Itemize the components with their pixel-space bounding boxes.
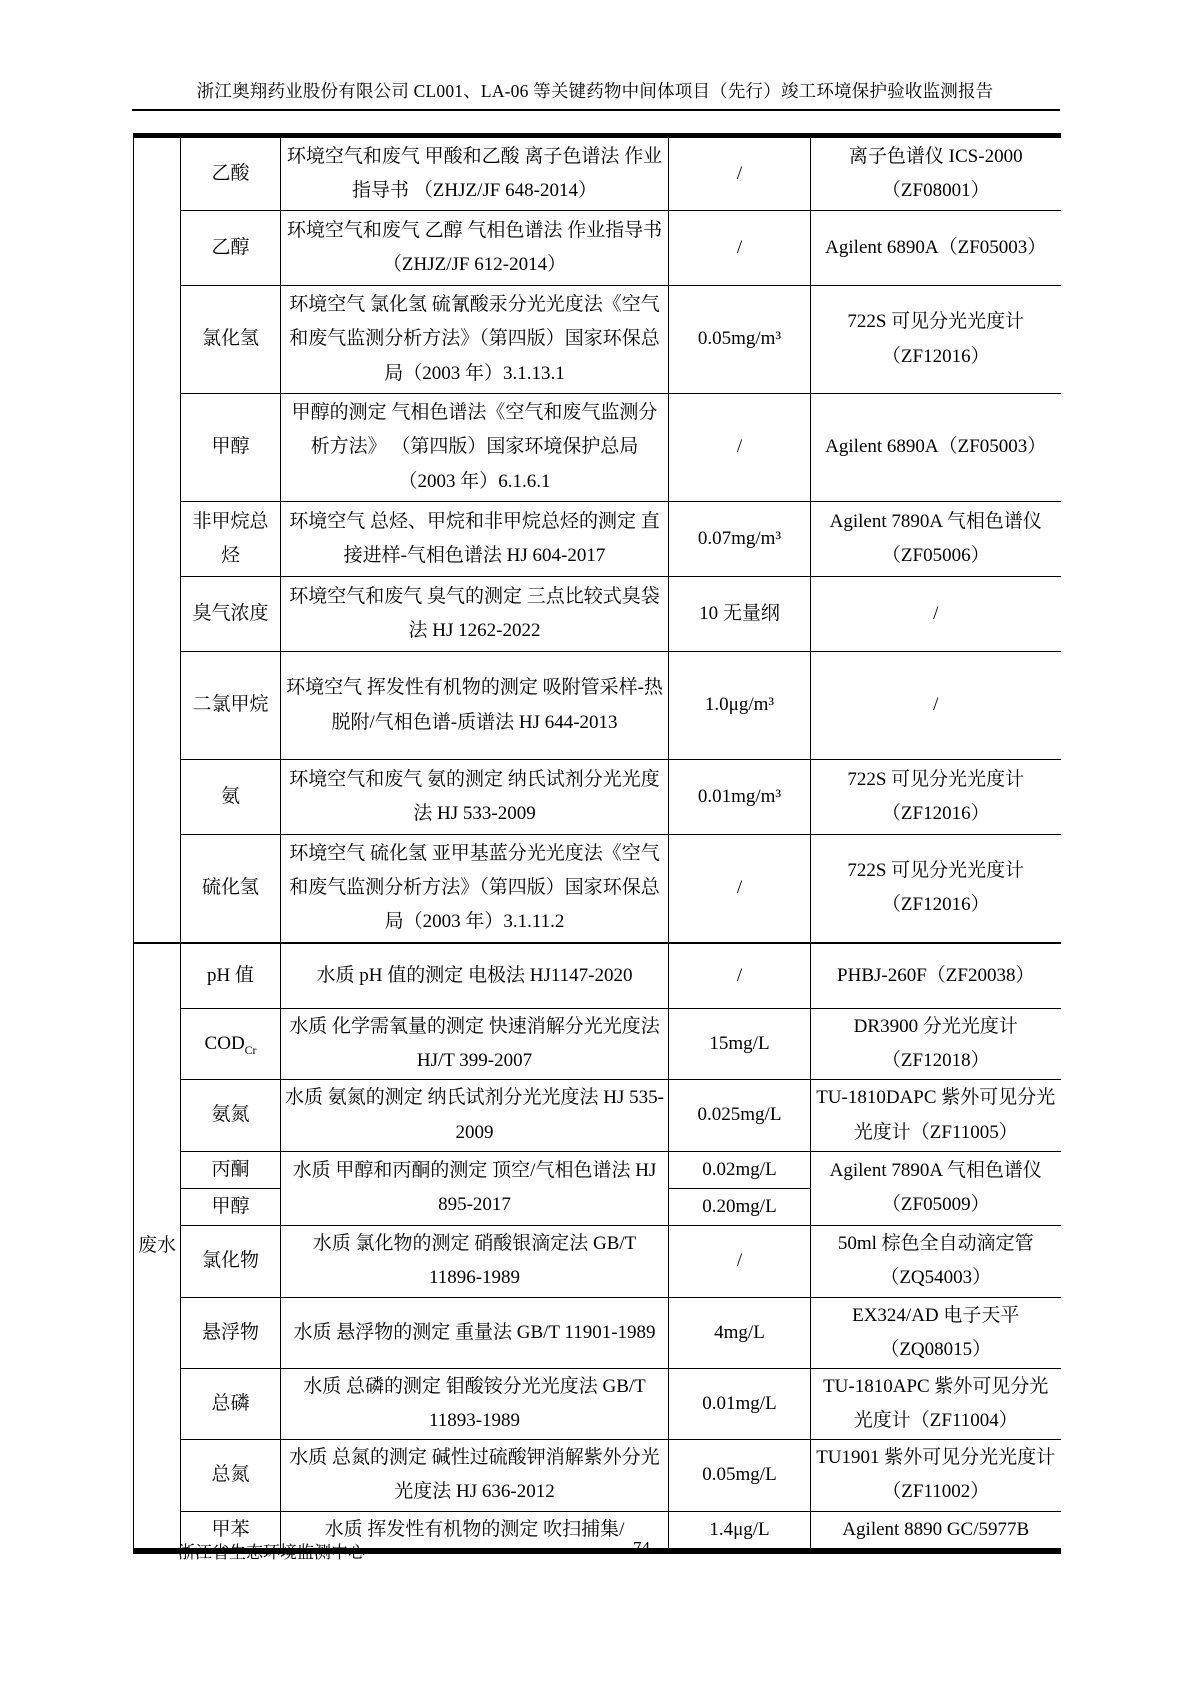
detection-limit-cell: / (669, 1226, 811, 1297)
instrument-cell: Agilent 8890 GC/5977B (811, 1511, 1061, 1551)
table-row (134, 835, 1061, 943)
footer-organization: 浙江省生态环境监测中心 (178, 1543, 365, 1562)
method-cell: 水质 悬浮物的测定 重量法 GB/T 11901-1989 (281, 1297, 669, 1368)
parameter-cell: 硫化氢 (181, 835, 281, 943)
detection-limit-cell: 1.4μg/L (669, 1511, 811, 1551)
parameter-cell: 总氮 (181, 1440, 281, 1511)
table-row (134, 1009, 1061, 1080)
table-row (134, 943, 1061, 1009)
methods-table-body (134, 136, 1061, 1551)
detection-limit-cell: 10 无量纲 (669, 577, 811, 652)
instrument-cell: Agilent 6890A（ZF05003） (811, 394, 1061, 502)
parameter-cell: 非甲烷总烃 (181, 502, 281, 577)
instrument-cell: EX324/AD 电子天平（ZQ08015） (811, 1297, 1061, 1368)
parameter-cell: 氯化物 (181, 1226, 281, 1297)
table-row (134, 652, 1061, 760)
method-cell: 水质 氨氮的测定 纳氏试剂分光光度法 HJ 535-2009 (281, 1080, 669, 1151)
table-row (134, 1080, 1061, 1151)
method-cell: 环境空气 硫化氢 亚甲基蓝分光光度法《空气和废气监测分析方法》（第四版）国家环保总局（2003 年）3.1.11.2 (281, 835, 669, 943)
table-row (134, 1440, 1061, 1511)
parameter-cell: 甲醇 (181, 1188, 281, 1225)
method-cell: 水质 甲醇和丙酮的测定 顶空/气相色谱法 HJ 895-2017 (281, 1151, 669, 1225)
method-cell: 环境空气 氯化氢 硫氰酸汞分光光度法《空气和废气监测分析方法》（第四版）国家环保总局（2003 年）3.1.13.1 (281, 286, 669, 394)
footer-page-number: 74 (633, 1538, 650, 1557)
table-row (134, 394, 1061, 502)
table-row (134, 1226, 1061, 1297)
instrument-cell: 722S 可见分光光度计（ZF12016） (811, 835, 1061, 943)
method-cell: 环境空气和废气 乙醇 气相色谱法 作业指导书（ZHJZ/JF 612-2014） (281, 211, 669, 286)
method-cell: 水质 挥发性有机物的测定 吹扫捕集/ (281, 1511, 669, 1551)
section-label: 废水 (134, 943, 181, 1551)
instrument-cell: Agilent 7890A 气相色谱仪（ZF05009） (811, 1151, 1061, 1225)
method-cell: 甲醇的测定 气相色谱法《空气和废气监测分析方法》 （第四版）国家环境保护总局（2003 年）6.1.6.1 (281, 394, 669, 502)
parameter-cell: 乙醇 (181, 211, 281, 286)
table-row (134, 760, 1061, 835)
parameter-cell: 丙酮 (181, 1151, 281, 1188)
detection-limit-cell: 1.0μg/m³ (669, 652, 811, 760)
instrument-cell: PHBJ-260F（ZF20038） (811, 943, 1061, 1009)
detection-limit-cell: / (669, 394, 811, 502)
method-cell: 环境空气 总烃、甲烷和非甲烷总烃的测定 直接进样-气相色谱法 HJ 604-2017 (281, 502, 669, 577)
detection-limit-cell: 4mg/L (669, 1297, 811, 1368)
monitoring-methods-table-wrap (133, 133, 1060, 1554)
instrument-cell: Agilent 7890A 气相色谱仪（ZF05006） (811, 502, 1061, 577)
parameter-cell: 甲醇 (181, 394, 281, 502)
detection-limit-cell: 0.01mg/L (669, 1368, 811, 1439)
method-cell: 水质 总氮的测定 碱性过硫酸钾消解紫外分光光度法 HJ 636-2012 (281, 1440, 669, 1511)
page-header-title: 浙江奥翔药业股份有限公司 CL001、LA-06 等关键药物中间体项目（先行）竣工环境保护验收监测报告 (196, 81, 994, 101)
table-row (134, 211, 1061, 286)
detection-limit-cell: 0.20mg/L (669, 1188, 811, 1225)
instrument-cell: TU1901 紫外可见分光光度计（ZF11002） (811, 1440, 1061, 1511)
parameter-cell: 氨 (181, 760, 281, 835)
instrument-cell: 50ml 棕色全自动滴定管（ZQ54003） (811, 1226, 1061, 1297)
instrument-cell: TU-1810DAPC 紫外可见分光光度计（ZF11005） (811, 1080, 1061, 1151)
instrument-cell: TU-1810APC 紫外可见分光光度计（ZF11004） (811, 1368, 1061, 1439)
parameter-cell: $COD_{Cr}$ (181, 1009, 281, 1080)
table-row (134, 502, 1061, 577)
table-row (134, 136, 1061, 211)
method-cell: 水质 pH 值的测定 电极法 HJ1147-2020 (281, 943, 669, 1009)
method-cell: 水质 氯化物的测定 硝酸银滴定法 GB/T 11896-1989 (281, 1226, 669, 1297)
parameter-cell: 臭气浓度 (181, 577, 281, 652)
section-label (134, 136, 181, 943)
instrument-cell: / (811, 577, 1061, 652)
parameter-cell: pH 值 (181, 943, 281, 1009)
parameter-cell: 氯化氢 (181, 286, 281, 394)
instrument-cell: 722S 可见分光光度计（ZF12016） (811, 286, 1061, 394)
method-cell: 水质 总磷的测定 钼酸铵分光光度法 GB/T 11893-1989 (281, 1368, 669, 1439)
header-rule (132, 109, 1060, 111)
method-cell: 环境空气 挥发性有机物的测定 吸附管采样-热脱附/气相色谱-质谱法 HJ 644-2013 (281, 652, 669, 760)
detection-limit-cell: / (669, 943, 811, 1009)
detection-limit-cell: 0.05mg/L (669, 1440, 811, 1511)
monitoring-methods-table (133, 133, 1061, 1554)
table-row (134, 577, 1061, 652)
table-row (134, 1151, 1061, 1188)
instrument-cell: 722S 可见分光光度计（ZF12016） (811, 760, 1061, 835)
detection-limit-cell: 0.025mg/L (669, 1080, 811, 1151)
detection-limit-cell: 0.05mg/m³ (669, 286, 811, 394)
parameter-cell: 氨氮 (181, 1080, 281, 1151)
parameter-cell: 二氯甲烷 (181, 652, 281, 760)
parameter-cell: 总磷 (181, 1368, 281, 1439)
instrument-cell: Agilent 6890A（ZF05003） (811, 211, 1061, 286)
method-cell: 水质 化学需氧量的测定 快速消解分光光度法 HJ/T 399-2007 (281, 1009, 669, 1080)
parameter-cell: 甲苯 (181, 1511, 281, 1551)
instrument-cell: DR3900 分光光度计（ZF12018） (811, 1009, 1061, 1080)
detection-limit-cell: / (669, 211, 811, 286)
detection-limit-cell: / (669, 136, 811, 211)
parameter-cell: 悬浮物 (181, 1297, 281, 1368)
table-row (134, 286, 1061, 394)
method-cell: 环境空气和废气 臭气的测定 三点比较式臭袋法 HJ 1262-2022 (281, 577, 669, 652)
detection-limit-cell: 0.02mg/L (669, 1151, 811, 1188)
detection-limit-cell: 0.07mg/m³ (669, 502, 811, 577)
method-cell: 环境空气和废气 氨的测定 纳氏试剂分光光度法 HJ 533-2009 (281, 760, 669, 835)
table-row (134, 1297, 1061, 1368)
table-row (134, 1368, 1061, 1439)
detection-limit-cell: 0.01mg/m³ (669, 760, 811, 835)
method-cell: 环境空气和废气 甲酸和乙酸 离子色谱法 作业指导书 （ZHJZ/JF 648-2014） (281, 136, 669, 211)
detection-limit-cell: 15mg/L (669, 1009, 811, 1080)
instrument-cell: / (811, 652, 1061, 760)
detection-limit-cell: / (669, 835, 811, 943)
parameter-cell: 乙酸 (181, 136, 281, 211)
instrument-cell: 离子色谱仪 ICS-2000（ZF08001） (811, 136, 1061, 211)
